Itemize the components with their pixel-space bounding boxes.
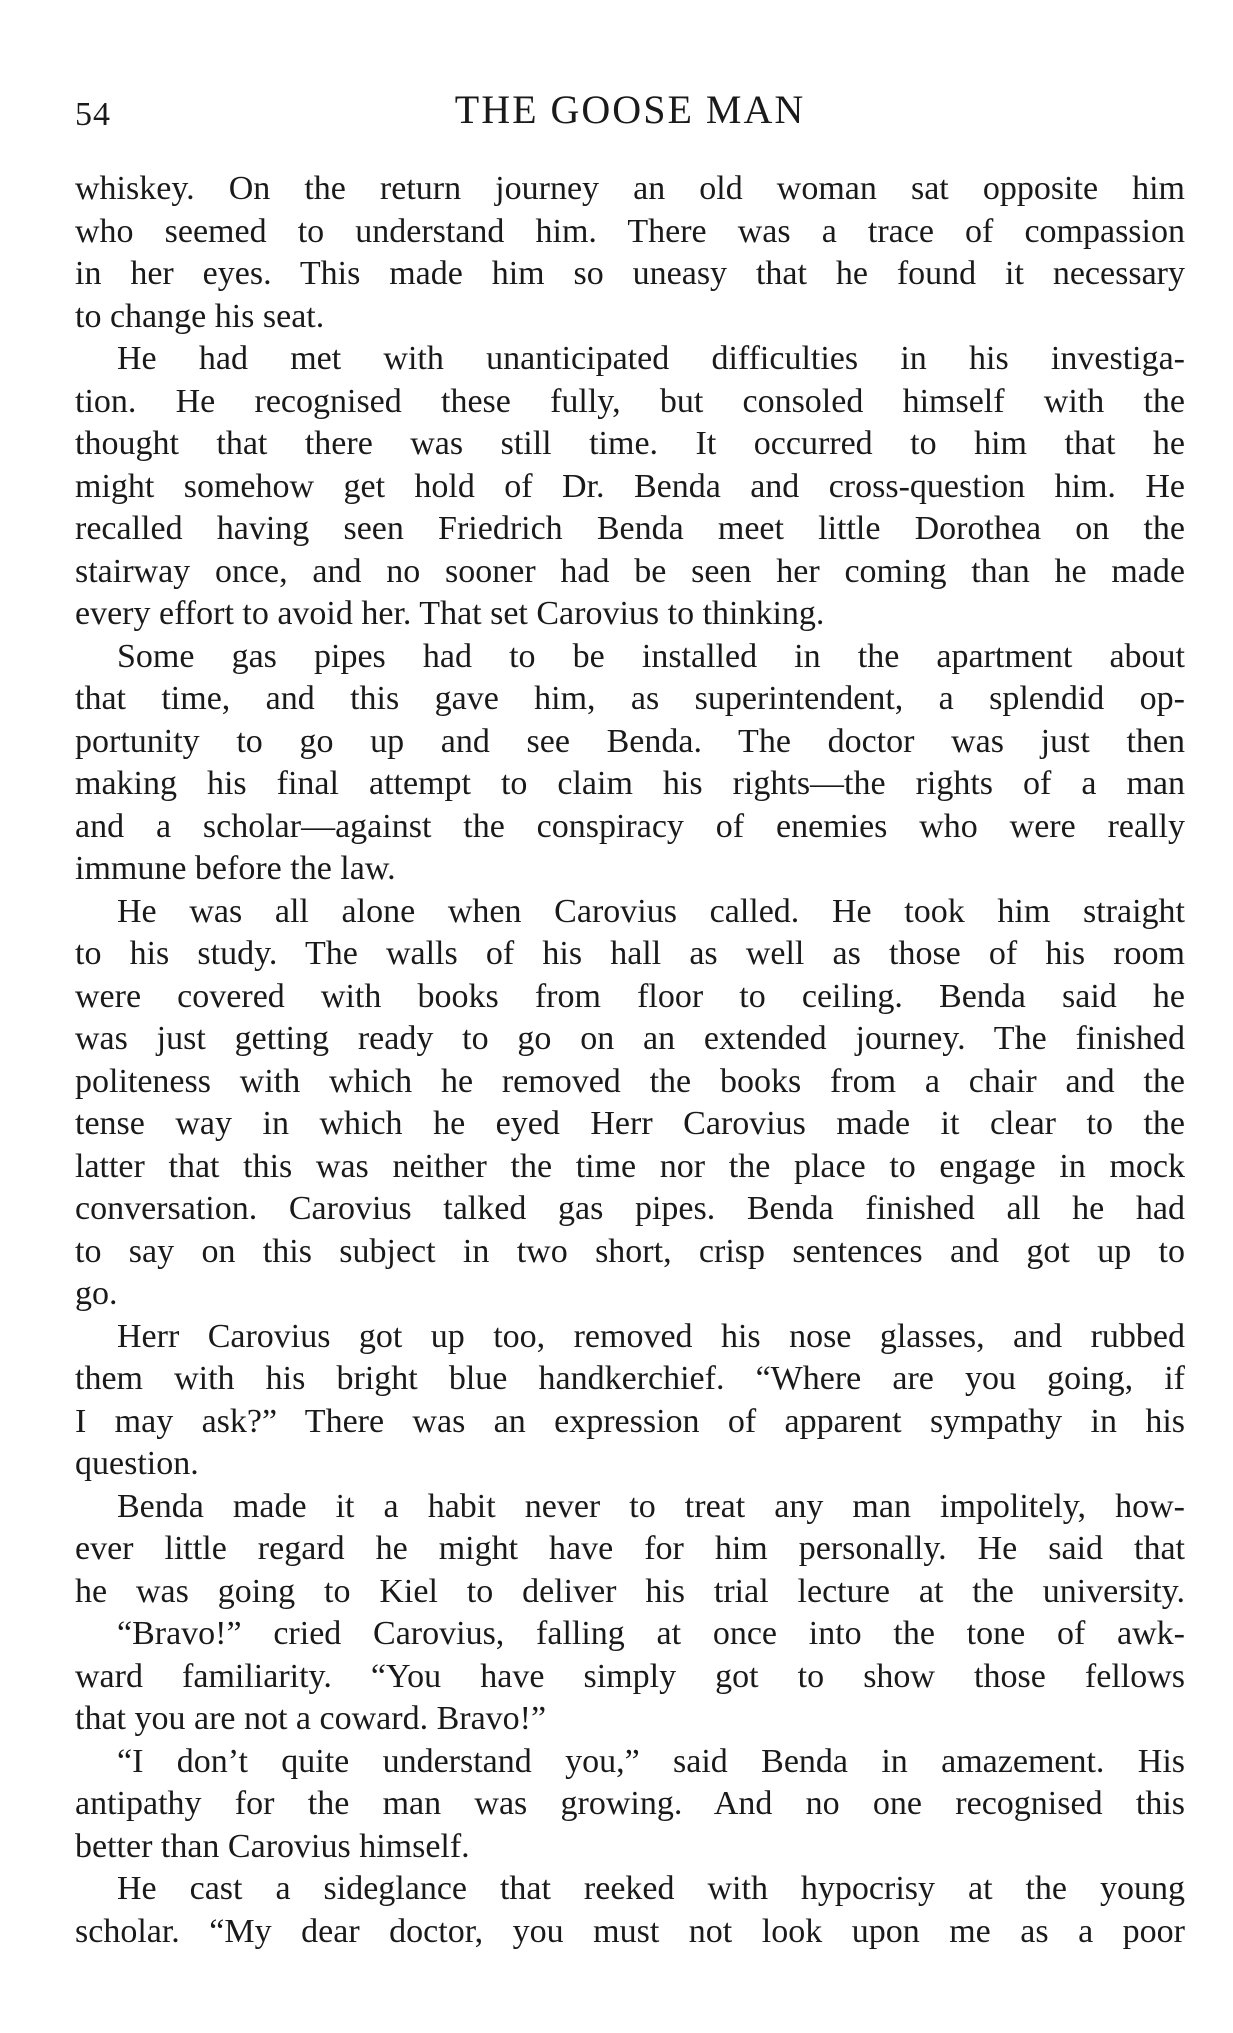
text-line: that you are not a coward. Bravo!”	[75, 1700, 547, 1737]
text-line: latter that this was neither the time nor the place to engage in mock	[75, 1147, 1185, 1185]
text-line: Benda made it a habit never to treat any man impolitely, how-	[117, 1487, 1185, 1525]
text-line: antipathy for the man was growing. And no one recognised this	[75, 1785, 1185, 1822]
text-line: were covered with books from floor to ceiling. Benda said he	[75, 977, 1185, 1015]
text-line: in her eyes. This made him so uneasy that he found it necessary	[75, 255, 1185, 292]
text-line: recalled having seen Friedrich Benda meet little Dorothea on the	[75, 510, 1185, 547]
text-line: better than Carovius himself.	[75, 1827, 470, 1865]
text-line: to change his seat.	[75, 297, 325, 335]
text-line: whiskey. On the return journey an old woman sat opposite him	[75, 170, 1185, 207]
text-line: might somehow get hold of Dr. Benda and cross-question him. He	[75, 467, 1185, 505]
text-line: ever little regard he might have for him personally. He said that	[75, 1530, 1185, 1567]
text-line: Some gas pipes had to be installed in the apartment about	[117, 637, 1185, 675]
text-line: and a scholar—against the conspiracy of enemies who were really	[75, 807, 1185, 845]
text-line: that time, and this gave him, as superintendent, a splendid op-	[75, 680, 1185, 717]
text-line: thought that there was still time. It occurred to him that he	[75, 425, 1185, 462]
text-line: He cast a sideglance that reeked with hypocrisy at the young	[117, 1870, 1185, 1907]
text-line: tion. He recognised these fully, but consoled himself with the	[75, 382, 1185, 420]
text-line: He was all alone when Carovius called. He took him straight	[117, 892, 1185, 930]
text-line: “Bravo!” cried Carovius, falling at once into the tone of awk-	[117, 1615, 1185, 1652]
text-line: question.	[75, 1445, 199, 1482]
text-line: making his final attempt to claim his rights—the rights of a man	[75, 765, 1185, 802]
body-text	[75, 168, 1185, 1953]
text-line: He had met with unanticipated difficulties in his investiga-	[117, 340, 1185, 377]
running-head: THE GOOSE MAN	[454, 87, 806, 132]
text-line: “I don’t quite understand you,” said Benda in amazement. His	[117, 1742, 1185, 1780]
text-line: politeness with which he removed the books from a chair and the	[75, 1062, 1185, 1100]
text-line: to say on this subject in two short, crisp sentences and got up to	[75, 1232, 1185, 1270]
text-line: go.	[75, 1275, 118, 1312]
text-line: scholar. “My dear doctor, you must not look upon me as a poor	[75, 1912, 1185, 1950]
text-line: conversation. Carovius talked gas pipes. Benda finished all he had	[75, 1190, 1185, 1227]
text-line: was just getting ready to go on an extended journey. The finished	[75, 1020, 1185, 1057]
text-line: portunity to go up and see Benda. The doctor was just then	[75, 722, 1185, 760]
text-line: Herr Carovius got up too, removed his nose glasses, and rubbed	[117, 1317, 1185, 1355]
text-line: every effort to avoid her. That set Carovius to thinking.	[75, 595, 825, 632]
text-line: tense way in which he eyed Herr Carovius made it clear to the	[75, 1105, 1185, 1142]
text-line: he was going to Kiel to deliver his trial lecture at the university.	[75, 1572, 1185, 1610]
text-line: to his study. The walls of his hall as well as those of his room	[75, 935, 1185, 972]
text-line: immune before the law.	[75, 850, 396, 887]
text-line: I may ask?” There was an expression of apparent sympathy in his	[75, 1402, 1185, 1440]
text-line: who seemed to understand him. There was a trace of compassion	[75, 212, 1185, 250]
page-number: 54	[75, 96, 111, 133]
text-line: them with his bright blue handkerchief. “Where are you going, if	[75, 1360, 1185, 1397]
text-line: ward familiarity. “You have simply got to show those fellows	[75, 1657, 1185, 1695]
text-line: stairway once, and no sooner had be seen her coming than he made	[75, 552, 1185, 590]
page-header	[75, 86, 1185, 134]
